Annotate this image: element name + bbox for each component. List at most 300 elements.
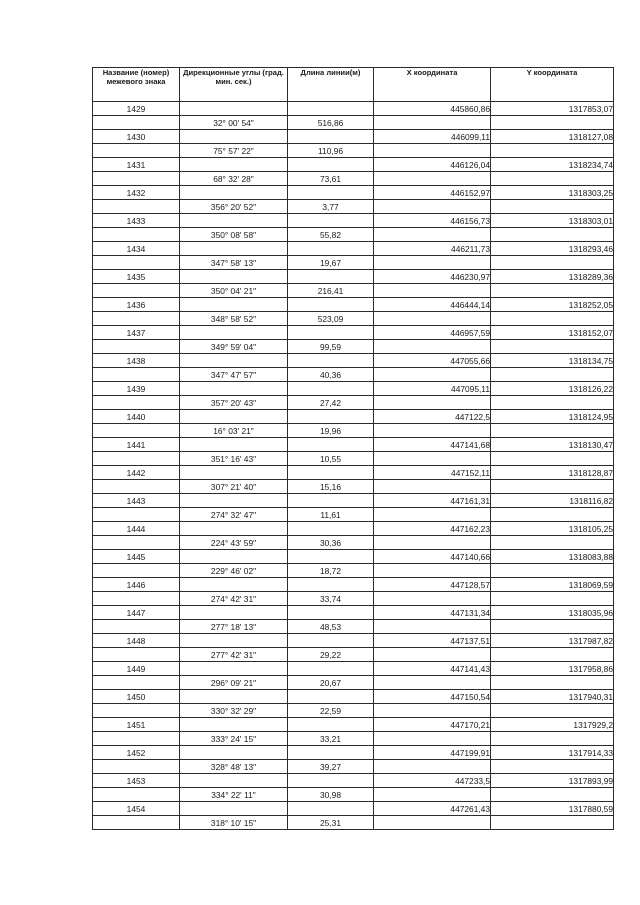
empty-cell bbox=[491, 536, 614, 550]
empty-cell bbox=[374, 620, 491, 634]
empty-cell bbox=[93, 452, 180, 466]
y-coordinate: 1317914,33 bbox=[491, 746, 614, 760]
empty-cell bbox=[374, 368, 491, 382]
empty-cell bbox=[491, 592, 614, 606]
marker-name: 1434 bbox=[93, 242, 180, 256]
empty-cell bbox=[180, 186, 288, 200]
marker-row bbox=[93, 746, 614, 760]
x-coordinate: 447141,68 bbox=[374, 438, 491, 452]
empty-cell bbox=[180, 354, 288, 368]
marker-row bbox=[93, 494, 614, 508]
x-coordinate: 446230,97 bbox=[374, 270, 491, 284]
empty-cell bbox=[93, 564, 180, 578]
marker-row bbox=[93, 438, 614, 452]
empty-cell bbox=[374, 172, 491, 186]
marker-name: 1448 bbox=[93, 634, 180, 648]
x-coordinate: 447055,66 bbox=[374, 354, 491, 368]
empty-cell bbox=[491, 648, 614, 662]
y-coordinate: 1318293,46 bbox=[491, 242, 614, 256]
empty-cell bbox=[374, 508, 491, 522]
empty-cell bbox=[491, 676, 614, 690]
marker-name: 1453 bbox=[93, 774, 180, 788]
segment-row bbox=[93, 396, 614, 410]
segment-row bbox=[93, 284, 614, 298]
column-header-angle: Дирекционные углы (град. мин. сек.) bbox=[180, 68, 288, 102]
line-length: 516,86 bbox=[288, 116, 374, 130]
empty-cell bbox=[491, 452, 614, 466]
empty-cell bbox=[93, 508, 180, 522]
empty-cell bbox=[93, 816, 180, 830]
empty-cell bbox=[180, 130, 288, 144]
marker-name: 1430 bbox=[93, 130, 180, 144]
empty-cell bbox=[180, 298, 288, 312]
x-coordinate: 447162,23 bbox=[374, 522, 491, 536]
segment-row bbox=[93, 424, 614, 438]
empty-cell bbox=[93, 368, 180, 382]
empty-cell bbox=[288, 186, 374, 200]
y-coordinate: 1317893,99 bbox=[491, 774, 614, 788]
empty-cell bbox=[180, 270, 288, 284]
y-coordinate: 1318234,74 bbox=[491, 158, 614, 172]
empty-cell bbox=[288, 550, 374, 564]
x-coordinate: 447170,21 bbox=[374, 718, 491, 732]
y-coordinate: 1318289,36 bbox=[491, 270, 614, 284]
marker-name: 1438 bbox=[93, 354, 180, 368]
line-length: 33,74 bbox=[288, 592, 374, 606]
directional-angle: 330° 32' 29" bbox=[180, 704, 288, 718]
empty-cell bbox=[180, 382, 288, 396]
x-coordinate: 447152,11 bbox=[374, 466, 491, 480]
marker-row bbox=[93, 522, 614, 536]
empty-cell bbox=[180, 438, 288, 452]
x-coordinate: 446211,73 bbox=[374, 242, 491, 256]
line-length: 29,22 bbox=[288, 648, 374, 662]
empty-cell bbox=[288, 690, 374, 704]
empty-cell bbox=[180, 606, 288, 620]
x-coordinate: 447141,43 bbox=[374, 662, 491, 676]
marker-row bbox=[93, 158, 614, 172]
x-coordinate: 447161,31 bbox=[374, 494, 491, 508]
empty-cell bbox=[93, 760, 180, 774]
empty-cell bbox=[374, 340, 491, 354]
empty-cell bbox=[93, 480, 180, 494]
segment-row bbox=[93, 816, 614, 830]
x-coordinate: 447128,57 bbox=[374, 578, 491, 592]
directional-angle: 351° 16' 43" bbox=[180, 452, 288, 466]
empty-cell bbox=[288, 354, 374, 368]
y-coordinate: 1317940,31 bbox=[491, 690, 614, 704]
y-coordinate: 1318130,47 bbox=[491, 438, 614, 452]
marker-row bbox=[93, 718, 614, 732]
line-length: 25,31 bbox=[288, 816, 374, 830]
empty-cell bbox=[491, 256, 614, 270]
empty-cell bbox=[374, 564, 491, 578]
y-coordinate: 1318116,82 bbox=[491, 494, 614, 508]
directional-angle: 277° 42' 31" bbox=[180, 648, 288, 662]
marker-name: 1446 bbox=[93, 578, 180, 592]
x-coordinate: 447122,5 bbox=[374, 410, 491, 424]
marker-row bbox=[93, 466, 614, 480]
empty-cell bbox=[93, 284, 180, 298]
empty-cell bbox=[180, 746, 288, 760]
directional-angle: 68° 32' 28" bbox=[180, 172, 288, 186]
marker-row bbox=[93, 186, 614, 200]
empty-cell bbox=[491, 760, 614, 774]
line-length: 33,21 bbox=[288, 732, 374, 746]
empty-cell bbox=[180, 774, 288, 788]
empty-cell bbox=[180, 326, 288, 340]
directional-angle: 334° 22' 11" bbox=[180, 788, 288, 802]
x-coordinate: 447131,34 bbox=[374, 606, 491, 620]
empty-cell bbox=[93, 424, 180, 438]
empty-cell bbox=[374, 816, 491, 830]
line-length: 20,67 bbox=[288, 676, 374, 690]
line-length: 22,59 bbox=[288, 704, 374, 718]
marker-row bbox=[93, 550, 614, 564]
empty-cell bbox=[288, 746, 374, 760]
empty-cell bbox=[180, 718, 288, 732]
empty-cell bbox=[93, 592, 180, 606]
x-coordinate: 447140,66 bbox=[374, 550, 491, 564]
directional-angle: 296° 09' 21" bbox=[180, 676, 288, 690]
marker-name: 1440 bbox=[93, 410, 180, 424]
x-coordinate: 446126,04 bbox=[374, 158, 491, 172]
segment-row bbox=[93, 732, 614, 746]
line-length: 73,61 bbox=[288, 172, 374, 186]
directional-angle: 350° 08' 58" bbox=[180, 228, 288, 242]
empty-cell bbox=[93, 676, 180, 690]
segment-row bbox=[93, 676, 614, 690]
empty-cell bbox=[374, 704, 491, 718]
x-coordinate: 447233,5 bbox=[374, 774, 491, 788]
marker-name: 1452 bbox=[93, 746, 180, 760]
empty-cell bbox=[93, 396, 180, 410]
segment-row bbox=[93, 144, 614, 158]
empty-cell bbox=[374, 676, 491, 690]
empty-cell bbox=[93, 312, 180, 326]
y-coordinate: 1317880,59 bbox=[491, 802, 614, 816]
empty-cell bbox=[93, 704, 180, 718]
marker-row bbox=[93, 634, 614, 648]
x-coordinate: 446156,73 bbox=[374, 214, 491, 228]
y-coordinate: 1318303,01 bbox=[491, 214, 614, 228]
empty-cell bbox=[374, 228, 491, 242]
marker-name: 1449 bbox=[93, 662, 180, 676]
segment-row bbox=[93, 760, 614, 774]
segment-row bbox=[93, 648, 614, 662]
line-length: 19,67 bbox=[288, 256, 374, 270]
x-coordinate: 446152,97 bbox=[374, 186, 491, 200]
empty-cell bbox=[288, 130, 374, 144]
empty-cell bbox=[374, 144, 491, 158]
directional-angle: 274° 42' 31" bbox=[180, 592, 288, 606]
empty-cell bbox=[288, 438, 374, 452]
empty-cell bbox=[491, 172, 614, 186]
segment-row bbox=[93, 704, 614, 718]
marker-row bbox=[93, 270, 614, 284]
empty-cell bbox=[288, 662, 374, 676]
y-coordinate: 1318069,59 bbox=[491, 578, 614, 592]
empty-cell bbox=[491, 508, 614, 522]
line-length: 523,09 bbox=[288, 312, 374, 326]
line-length: 39,27 bbox=[288, 760, 374, 774]
empty-cell bbox=[491, 704, 614, 718]
empty-cell bbox=[374, 396, 491, 410]
empty-cell bbox=[180, 214, 288, 228]
marker-row bbox=[93, 354, 614, 368]
marker-name: 1433 bbox=[93, 214, 180, 228]
empty-cell bbox=[288, 494, 374, 508]
empty-cell bbox=[288, 802, 374, 816]
x-coordinate: 447150,54 bbox=[374, 690, 491, 704]
marker-name: 1447 bbox=[93, 606, 180, 620]
marker-row bbox=[93, 578, 614, 592]
empty-cell bbox=[491, 732, 614, 746]
directional-angle: 318° 10' 15" bbox=[180, 816, 288, 830]
empty-cell bbox=[374, 536, 491, 550]
y-coordinate: 1317929,2 bbox=[491, 718, 614, 732]
empty-cell bbox=[374, 648, 491, 662]
segment-row bbox=[93, 368, 614, 382]
table-header-row bbox=[93, 68, 614, 102]
marker-name: 1435 bbox=[93, 270, 180, 284]
empty-cell bbox=[288, 102, 374, 116]
column-header-length: Длина линии(м) bbox=[288, 68, 374, 102]
marker-row bbox=[93, 130, 614, 144]
segment-row bbox=[93, 788, 614, 802]
marker-name: 1450 bbox=[93, 690, 180, 704]
segment-row bbox=[93, 452, 614, 466]
empty-cell bbox=[180, 550, 288, 564]
empty-cell bbox=[374, 424, 491, 438]
y-coordinate: 1317958,86 bbox=[491, 662, 614, 676]
empty-cell bbox=[180, 158, 288, 172]
y-coordinate: 1318105,25 bbox=[491, 522, 614, 536]
empty-cell bbox=[180, 690, 288, 704]
empty-cell bbox=[93, 172, 180, 186]
empty-cell bbox=[374, 256, 491, 270]
line-length: 48,53 bbox=[288, 620, 374, 634]
marker-row bbox=[93, 214, 614, 228]
empty-cell bbox=[288, 326, 374, 340]
y-coordinate: 1318035,96 bbox=[491, 606, 614, 620]
directional-angle: 229° 46' 02" bbox=[180, 564, 288, 578]
marker-name: 1441 bbox=[93, 438, 180, 452]
empty-cell bbox=[491, 116, 614, 130]
directional-angle: 277° 18' 13" bbox=[180, 620, 288, 634]
y-coordinate: 1317853,07 bbox=[491, 102, 614, 116]
directional-angle: 348° 58' 52" bbox=[180, 312, 288, 326]
empty-cell bbox=[288, 606, 374, 620]
table-body bbox=[93, 102, 614, 830]
empty-cell bbox=[491, 620, 614, 634]
empty-cell bbox=[374, 284, 491, 298]
empty-cell bbox=[180, 242, 288, 256]
y-coordinate: 1318303,25 bbox=[491, 186, 614, 200]
empty-cell bbox=[288, 578, 374, 592]
segment-row bbox=[93, 564, 614, 578]
empty-cell bbox=[288, 298, 374, 312]
empty-cell bbox=[180, 578, 288, 592]
empty-cell bbox=[374, 480, 491, 494]
x-coordinate: 446444,14 bbox=[374, 298, 491, 312]
marker-name: 1444 bbox=[93, 522, 180, 536]
line-length: 40,36 bbox=[288, 368, 374, 382]
line-length: 55,82 bbox=[288, 228, 374, 242]
line-length: 216,41 bbox=[288, 284, 374, 298]
empty-cell bbox=[180, 662, 288, 676]
empty-cell bbox=[491, 788, 614, 802]
line-length: 11,61 bbox=[288, 508, 374, 522]
directional-angle: 32° 00' 54" bbox=[180, 116, 288, 130]
segment-row bbox=[93, 592, 614, 606]
empty-cell bbox=[180, 494, 288, 508]
empty-cell bbox=[180, 102, 288, 116]
segment-row bbox=[93, 312, 614, 326]
empty-cell bbox=[288, 270, 374, 284]
marker-row bbox=[93, 326, 614, 340]
empty-cell bbox=[374, 732, 491, 746]
column-header-x: X координата bbox=[374, 68, 491, 102]
directional-angle: 328° 48' 13" bbox=[180, 760, 288, 774]
line-length: 99,59 bbox=[288, 340, 374, 354]
marker-row bbox=[93, 242, 614, 256]
empty-cell bbox=[491, 368, 614, 382]
directional-angle: 307° 21' 40" bbox=[180, 480, 288, 494]
line-length: 10,55 bbox=[288, 452, 374, 466]
x-coordinate: 447261,43 bbox=[374, 802, 491, 816]
boundary-coordinates-table bbox=[92, 67, 614, 830]
directional-angle: 333° 24' 15" bbox=[180, 732, 288, 746]
empty-cell bbox=[288, 718, 374, 732]
segment-row bbox=[93, 480, 614, 494]
empty-cell bbox=[491, 396, 614, 410]
empty-cell bbox=[93, 620, 180, 634]
marker-row bbox=[93, 774, 614, 788]
empty-cell bbox=[491, 144, 614, 158]
x-coordinate: 446957,59 bbox=[374, 326, 491, 340]
empty-cell bbox=[93, 788, 180, 802]
directional-angle: 274° 32' 47" bbox=[180, 508, 288, 522]
empty-cell bbox=[491, 480, 614, 494]
empty-cell bbox=[491, 424, 614, 438]
empty-cell bbox=[374, 452, 491, 466]
marker-row bbox=[93, 102, 614, 116]
column-header-y: Y координата bbox=[491, 68, 614, 102]
empty-cell bbox=[93, 536, 180, 550]
empty-cell bbox=[93, 144, 180, 158]
empty-cell bbox=[288, 242, 374, 256]
segment-row bbox=[93, 508, 614, 522]
empty-cell bbox=[491, 312, 614, 326]
x-coordinate: 447095,11 bbox=[374, 382, 491, 396]
y-coordinate: 1318152,07 bbox=[491, 326, 614, 340]
marker-name: 1451 bbox=[93, 718, 180, 732]
x-coordinate: 447137,51 bbox=[374, 634, 491, 648]
segment-row bbox=[93, 620, 614, 634]
empty-cell bbox=[180, 802, 288, 816]
empty-cell bbox=[93, 200, 180, 214]
y-coordinate: 1318083,88 bbox=[491, 550, 614, 564]
marker-row bbox=[93, 410, 614, 424]
empty-cell bbox=[288, 634, 374, 648]
column-header-name: Название (номер) межевого знака bbox=[93, 68, 180, 102]
empty-cell bbox=[93, 340, 180, 354]
directional-angle: 224° 43' 59" bbox=[180, 536, 288, 550]
empty-cell bbox=[374, 200, 491, 214]
empty-cell bbox=[180, 522, 288, 536]
marker-row bbox=[93, 382, 614, 396]
y-coordinate: 1318126,22 bbox=[491, 382, 614, 396]
empty-cell bbox=[491, 564, 614, 578]
empty-cell bbox=[374, 788, 491, 802]
line-length: 19,96 bbox=[288, 424, 374, 438]
line-length: 30,98 bbox=[288, 788, 374, 802]
directional-angle: 75° 57' 22" bbox=[180, 144, 288, 158]
empty-cell bbox=[180, 634, 288, 648]
marker-name: 1436 bbox=[93, 298, 180, 312]
marker-row bbox=[93, 606, 614, 620]
marker-row bbox=[93, 662, 614, 676]
empty-cell bbox=[491, 228, 614, 242]
y-coordinate: 1318128,87 bbox=[491, 466, 614, 480]
y-coordinate: 1318127,08 bbox=[491, 130, 614, 144]
segment-row bbox=[93, 256, 614, 270]
y-coordinate: 1318124,95 bbox=[491, 410, 614, 424]
y-coordinate: 1317987,82 bbox=[491, 634, 614, 648]
empty-cell bbox=[288, 158, 374, 172]
marker-name: 1437 bbox=[93, 326, 180, 340]
y-coordinate: 1318134,75 bbox=[491, 354, 614, 368]
empty-cell bbox=[374, 760, 491, 774]
empty-cell bbox=[180, 466, 288, 480]
directional-angle: 356° 20' 52" bbox=[180, 200, 288, 214]
directional-angle: 347° 58' 13" bbox=[180, 256, 288, 270]
empty-cell bbox=[93, 732, 180, 746]
line-length: 27,42 bbox=[288, 396, 374, 410]
empty-cell bbox=[491, 200, 614, 214]
line-length: 110,96 bbox=[288, 144, 374, 158]
marker-row bbox=[93, 298, 614, 312]
empty-cell bbox=[374, 116, 491, 130]
x-coordinate: 447199,91 bbox=[374, 746, 491, 760]
empty-cell bbox=[93, 228, 180, 242]
segment-row bbox=[93, 536, 614, 550]
empty-cell bbox=[288, 466, 374, 480]
line-length: 30,36 bbox=[288, 536, 374, 550]
empty-cell bbox=[288, 382, 374, 396]
empty-cell bbox=[288, 522, 374, 536]
empty-cell bbox=[491, 816, 614, 830]
marker-name: 1429 bbox=[93, 102, 180, 116]
marker-name: 1442 bbox=[93, 466, 180, 480]
empty-cell bbox=[93, 116, 180, 130]
marker-name: 1454 bbox=[93, 802, 180, 816]
marker-name: 1439 bbox=[93, 382, 180, 396]
line-length: 15,16 bbox=[288, 480, 374, 494]
x-coordinate: 446099,11 bbox=[374, 130, 491, 144]
marker-row bbox=[93, 802, 614, 816]
empty-cell bbox=[288, 774, 374, 788]
empty-cell bbox=[491, 284, 614, 298]
empty-cell bbox=[374, 312, 491, 326]
segment-row bbox=[93, 172, 614, 186]
empty-cell bbox=[93, 648, 180, 662]
x-coordinate: 445860,86 bbox=[374, 102, 491, 116]
line-length: 3,77 bbox=[288, 200, 374, 214]
directional-angle: 16° 03' 21" bbox=[180, 424, 288, 438]
marker-name: 1443 bbox=[93, 494, 180, 508]
